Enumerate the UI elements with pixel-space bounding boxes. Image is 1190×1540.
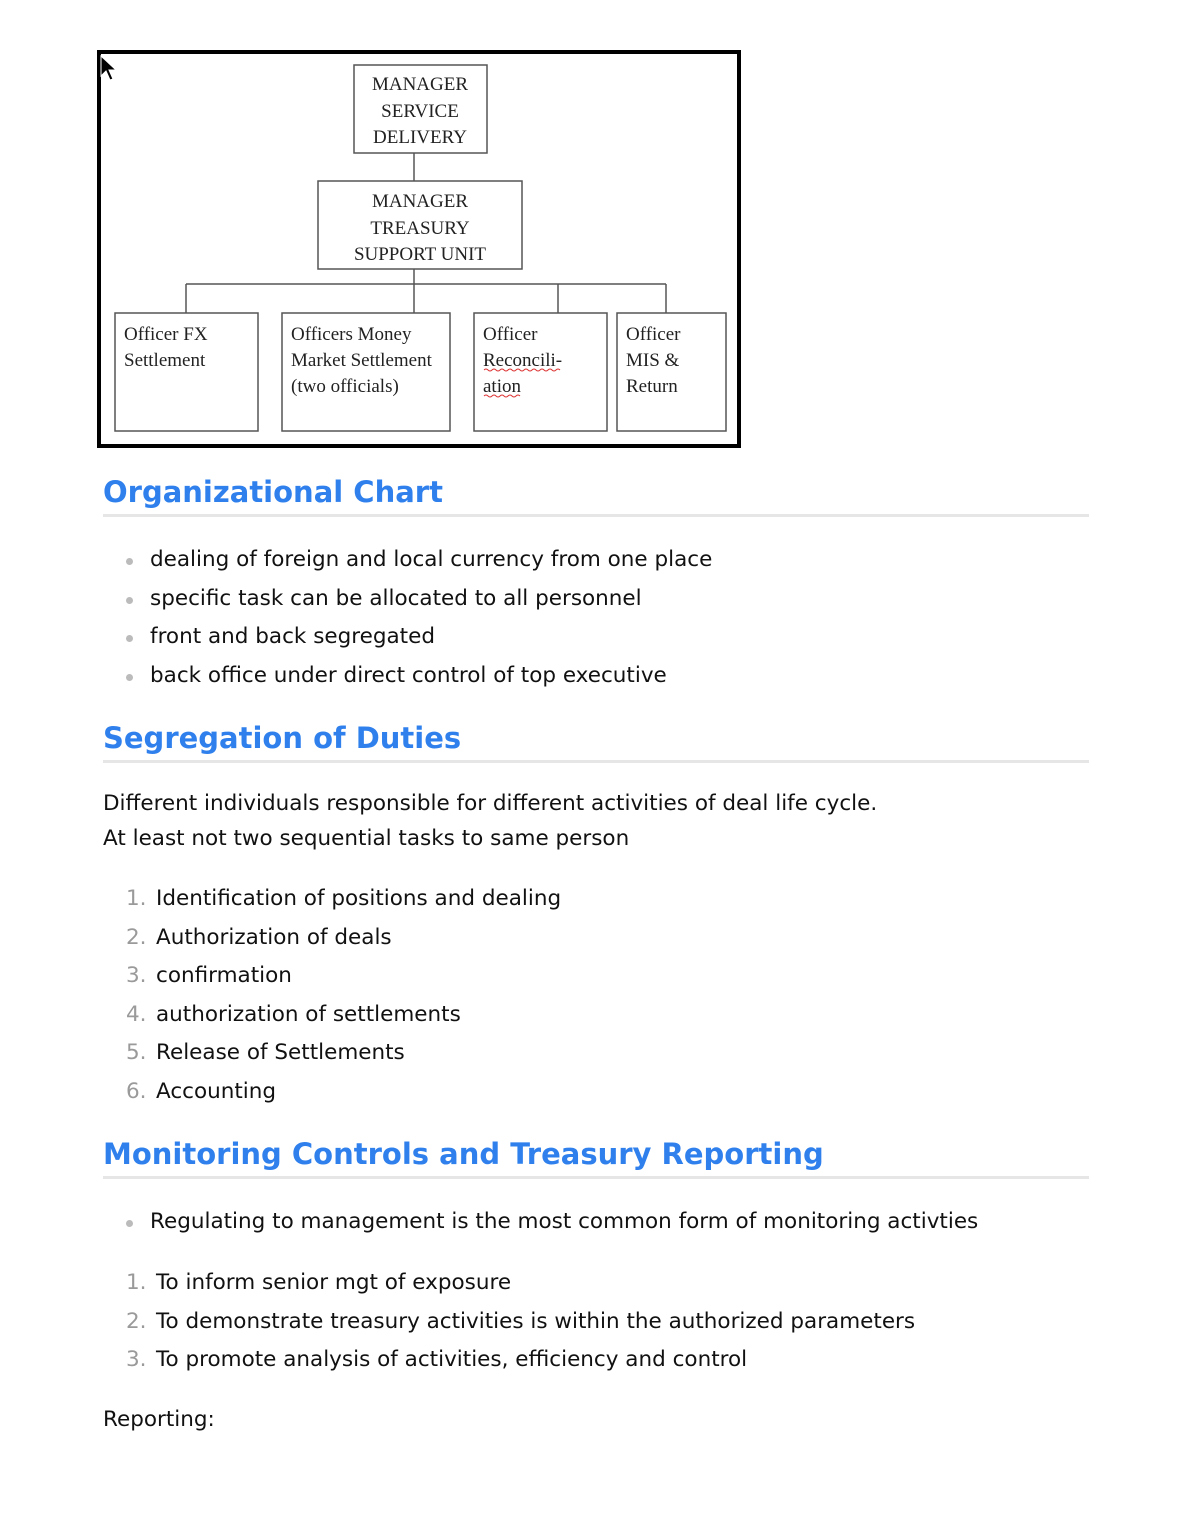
org-text: ation <box>483 376 521 397</box>
list-item-text: To demonstrate treasury activities is within the authorized parameters <box>156 1308 916 1334</box>
org-text: Reconcili- <box>483 350 563 371</box>
list-number: 6. <box>126 1078 147 1104</box>
list-item-text: dealing of foreign and local currency from one place <box>150 547 713 572</box>
list-item <box>103 1303 915 1342</box>
list-number: 3. <box>126 1347 147 1372</box>
org-text: Settlement <box>124 350 206 371</box>
org-text: SUPPORT UNIT <box>353 244 487 265</box>
list-number: 1. <box>126 886 147 911</box>
bullet-icon <box>126 1220 133 1227</box>
list-item-text: Authorization of deals <box>156 924 392 950</box>
segregation-paragraph <box>103 786 877 856</box>
list-item-text: confirmation <box>156 963 292 988</box>
heading-organizational-chart: Organizational Chart <box>103 472 1089 517</box>
list-item-text: specific task can be allocated to all personnel <box>150 585 642 611</box>
org-text: (two officials) <box>291 376 399 397</box>
list-item-text: front and back segregated <box>150 624 435 649</box>
paragraph-line: Different individuals responsible for different activities of deal life cycle. <box>103 791 878 816</box>
list-item-text: Identification of positions and dealing <box>156 886 562 911</box>
segregation-steps <box>103 880 561 1111</box>
org-text: MIS & <box>626 350 680 371</box>
list-item <box>103 996 561 1035</box>
list-item <box>103 1034 561 1073</box>
list-item-text: Regulating to management is the most common form of monitoring activties <box>150 1209 979 1234</box>
list-item <box>103 1264 915 1303</box>
bullet-icon <box>126 674 133 681</box>
paragraph-line: At least not two sequential tasks to same person <box>103 826 630 851</box>
bullet-icon <box>126 635 133 642</box>
bullet-icon <box>126 558 133 565</box>
org-chart-diagram <box>97 50 741 448</box>
list-item <box>103 657 712 696</box>
org-chart-image <box>97 50 741 448</box>
org-text: Officer FX <box>124 324 208 345</box>
list-item <box>103 541 712 580</box>
org-text: SERVICE <box>381 101 459 122</box>
list-item <box>103 880 561 919</box>
list-item-text: Release of Settlements <box>156 1040 405 1065</box>
org-text: MANAGER <box>371 74 469 95</box>
org-text: Officers Money <box>291 324 412 345</box>
reporting-label: Reporting: <box>103 1407 215 1432</box>
list-number: 5. <box>126 1040 147 1065</box>
list-item <box>103 580 712 619</box>
list-item-text: To promote analysis of activities, efficiency and control <box>156 1347 748 1372</box>
list-item <box>103 1073 561 1112</box>
list-item <box>103 957 561 996</box>
mouse-cursor-icon <box>101 56 116 80</box>
org-text: MANAGER <box>371 191 469 212</box>
org-text: Return <box>626 376 678 397</box>
heading-monitoring-controls: Monitoring Controls and Treasury Reporting <box>103 1134 1089 1179</box>
list-item-text: To inform senior mgt of exposure <box>156 1270 512 1295</box>
org-text: Officer <box>483 324 538 345</box>
list-number: 4. <box>126 1001 147 1027</box>
org-text: Officer <box>626 324 681 345</box>
list-number: 2. <box>126 924 147 950</box>
org-text: DELIVERY <box>373 127 467 148</box>
org-chart-bullets <box>103 541 712 695</box>
list-number: 1. <box>126 1270 147 1295</box>
list-number: 2. <box>126 1308 147 1334</box>
monitoring-purposes <box>103 1264 915 1380</box>
list-item-text: authorization of settlements <box>156 1001 461 1027</box>
list-item-text: back office under direct control of top executive <box>150 662 667 688</box>
list-item <box>103 1203 978 1242</box>
org-text: TREASURY <box>370 218 470 239</box>
list-item <box>103 618 712 657</box>
bullet-icon <box>126 597 133 604</box>
list-item-text: Accounting <box>156 1078 277 1104</box>
org-text: Market Settlement <box>291 350 432 371</box>
list-item <box>103 919 561 958</box>
list-number: 3. <box>126 963 147 988</box>
list-item <box>103 1341 915 1380</box>
heading-segregation-of-duties: Segregation of Duties <box>103 718 1089 763</box>
monitoring-bullets <box>103 1203 978 1242</box>
